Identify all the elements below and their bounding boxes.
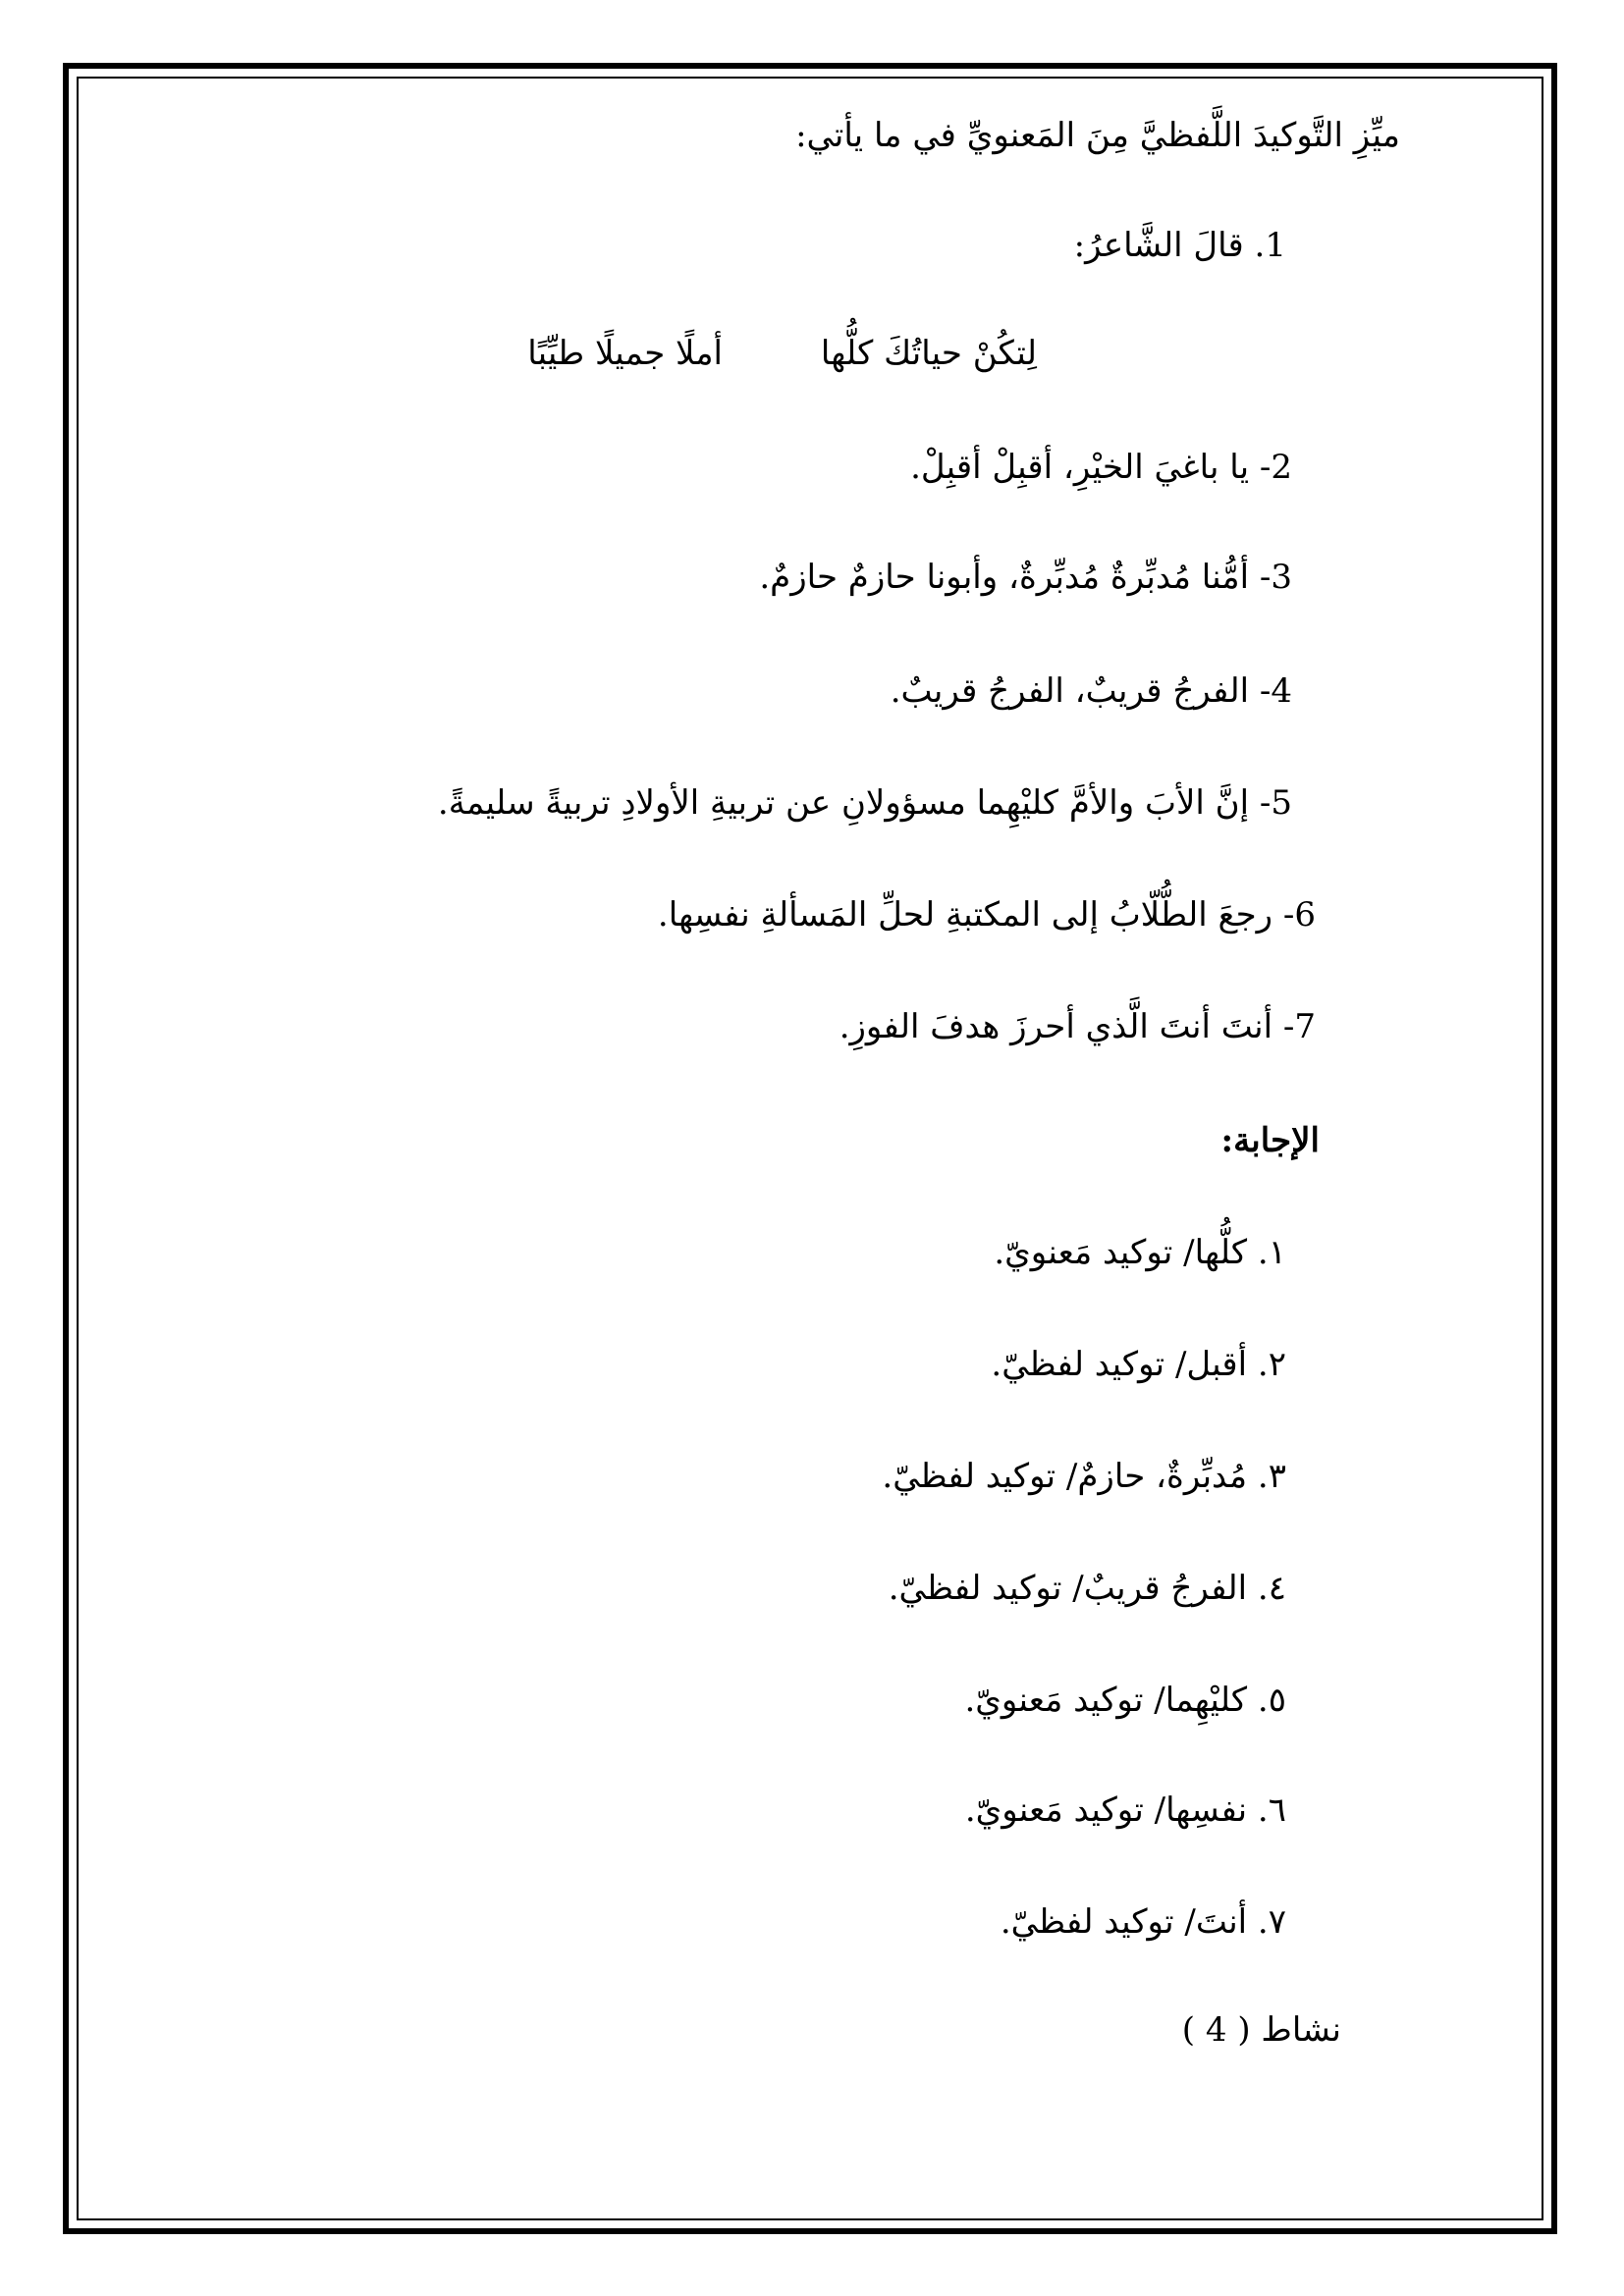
answer-4: [889, 1567, 1286, 1610]
question-6-number: 6-: [1282, 895, 1316, 934]
question-5-text: إنَّ الأبَ والأمَّ كليْهِما مسؤولانِ عن تربيةِ الأولادِ تربيةً سليمةً.: [437, 783, 1250, 823]
question-1: [1074, 224, 1286, 267]
question-3: [759, 556, 1292, 599]
question-1-number: 1.: [1254, 226, 1286, 265]
answer-7-text: أنتَ/ توكيد لفظيّ.: [1000, 1902, 1248, 1942]
answer-2-text: أقبل/ توكيد لفظيّ.: [991, 1345, 1248, 1384]
answer-5: [964, 1679, 1286, 1722]
answer-heading: الإجابة:: [1220, 1121, 1320, 1160]
question-7-number: 7-: [1282, 1007, 1316, 1046]
question-7-text: أنتَ أنتَ الَّذي أحرزَ هدفَ الفوزِ.: [839, 1007, 1273, 1046]
question-3-text: أمُّنا مُدبِّرةٌ مُدبِّرةٌ، وأبونا حازمٌ حازمٌ.: [759, 558, 1250, 597]
answer-3: [882, 1455, 1286, 1498]
answer-3-number: ٣.: [1257, 1457, 1286, 1496]
question-2-text: يا باغيَ الخيْرِ، أقبِلْ أقبِلْ.: [910, 448, 1250, 487]
question-6-text: رجعَ الطُّلّابُ إلى المكتبةِ لحلِّ المَسألةِ نفسِها.: [657, 895, 1273, 934]
question-1-text: قالَ الشَّاعرُ:: [1073, 226, 1244, 265]
question-4-number: 4-: [1259, 671, 1292, 711]
question-5: [438, 781, 1292, 825]
answer-7: [1001, 1900, 1286, 1944]
answer-6: [965, 1789, 1286, 1832]
answer-4-number: ٤.: [1257, 1569, 1286, 1608]
answer-2: [991, 1343, 1286, 1386]
answer-5-text: كليْهِما/ توكيد مَعنويّ.: [964, 1681, 1248, 1720]
answer-4-text: الفرجُ قريبٌ/ توكيد لفظيّ.: [888, 1569, 1248, 1608]
verse-second-hemistich: أملًا جميلًا طيِّبًا: [527, 334, 723, 373]
answer-2-number: ٢.: [1257, 1345, 1286, 1384]
question-5-number: 5-: [1259, 783, 1292, 823]
answer-1: [994, 1231, 1286, 1274]
question-3-number: 3-: [1259, 558, 1292, 597]
page-border-inner: [77, 77, 1543, 2220]
answer-6-number: ٦.: [1257, 1790, 1286, 1830]
question-4-text: الفرجُ قريبٌ، الفرجُ قريبٌ.: [890, 671, 1250, 711]
activity-label: نشاط ( 4 ): [1181, 2010, 1341, 2050]
answer-5-number: ٥.: [1257, 1681, 1286, 1720]
answer-6-text: نفسِها/ توكيد مَعنويّ.: [964, 1790, 1248, 1830]
answer-1-text: كلُّها/ توكيد مَعنويّ.: [994, 1233, 1248, 1272]
question-4: [891, 669, 1292, 713]
answer-3-text: مُدبِّرةٌ، حازمٌ/ توكيد لفظيّ.: [882, 1457, 1248, 1496]
question-7: [839, 1005, 1316, 1048]
verse-first-hemistich: لِتكُنْ حياتُكَ كلُّها: [820, 334, 1037, 373]
question-2-number: 2-: [1259, 448, 1292, 487]
question-6: [658, 893, 1316, 936]
answer-7-number: ٧.: [1257, 1902, 1286, 1942]
question-2: [910, 446, 1292, 489]
answer-1-number: ١.: [1257, 1233, 1286, 1272]
instruction-text: ميِّزِ التَّوكيدَ اللَّفظيَّ مِنَ المَعنويِّ في ما يأتي:: [795, 116, 1400, 155]
